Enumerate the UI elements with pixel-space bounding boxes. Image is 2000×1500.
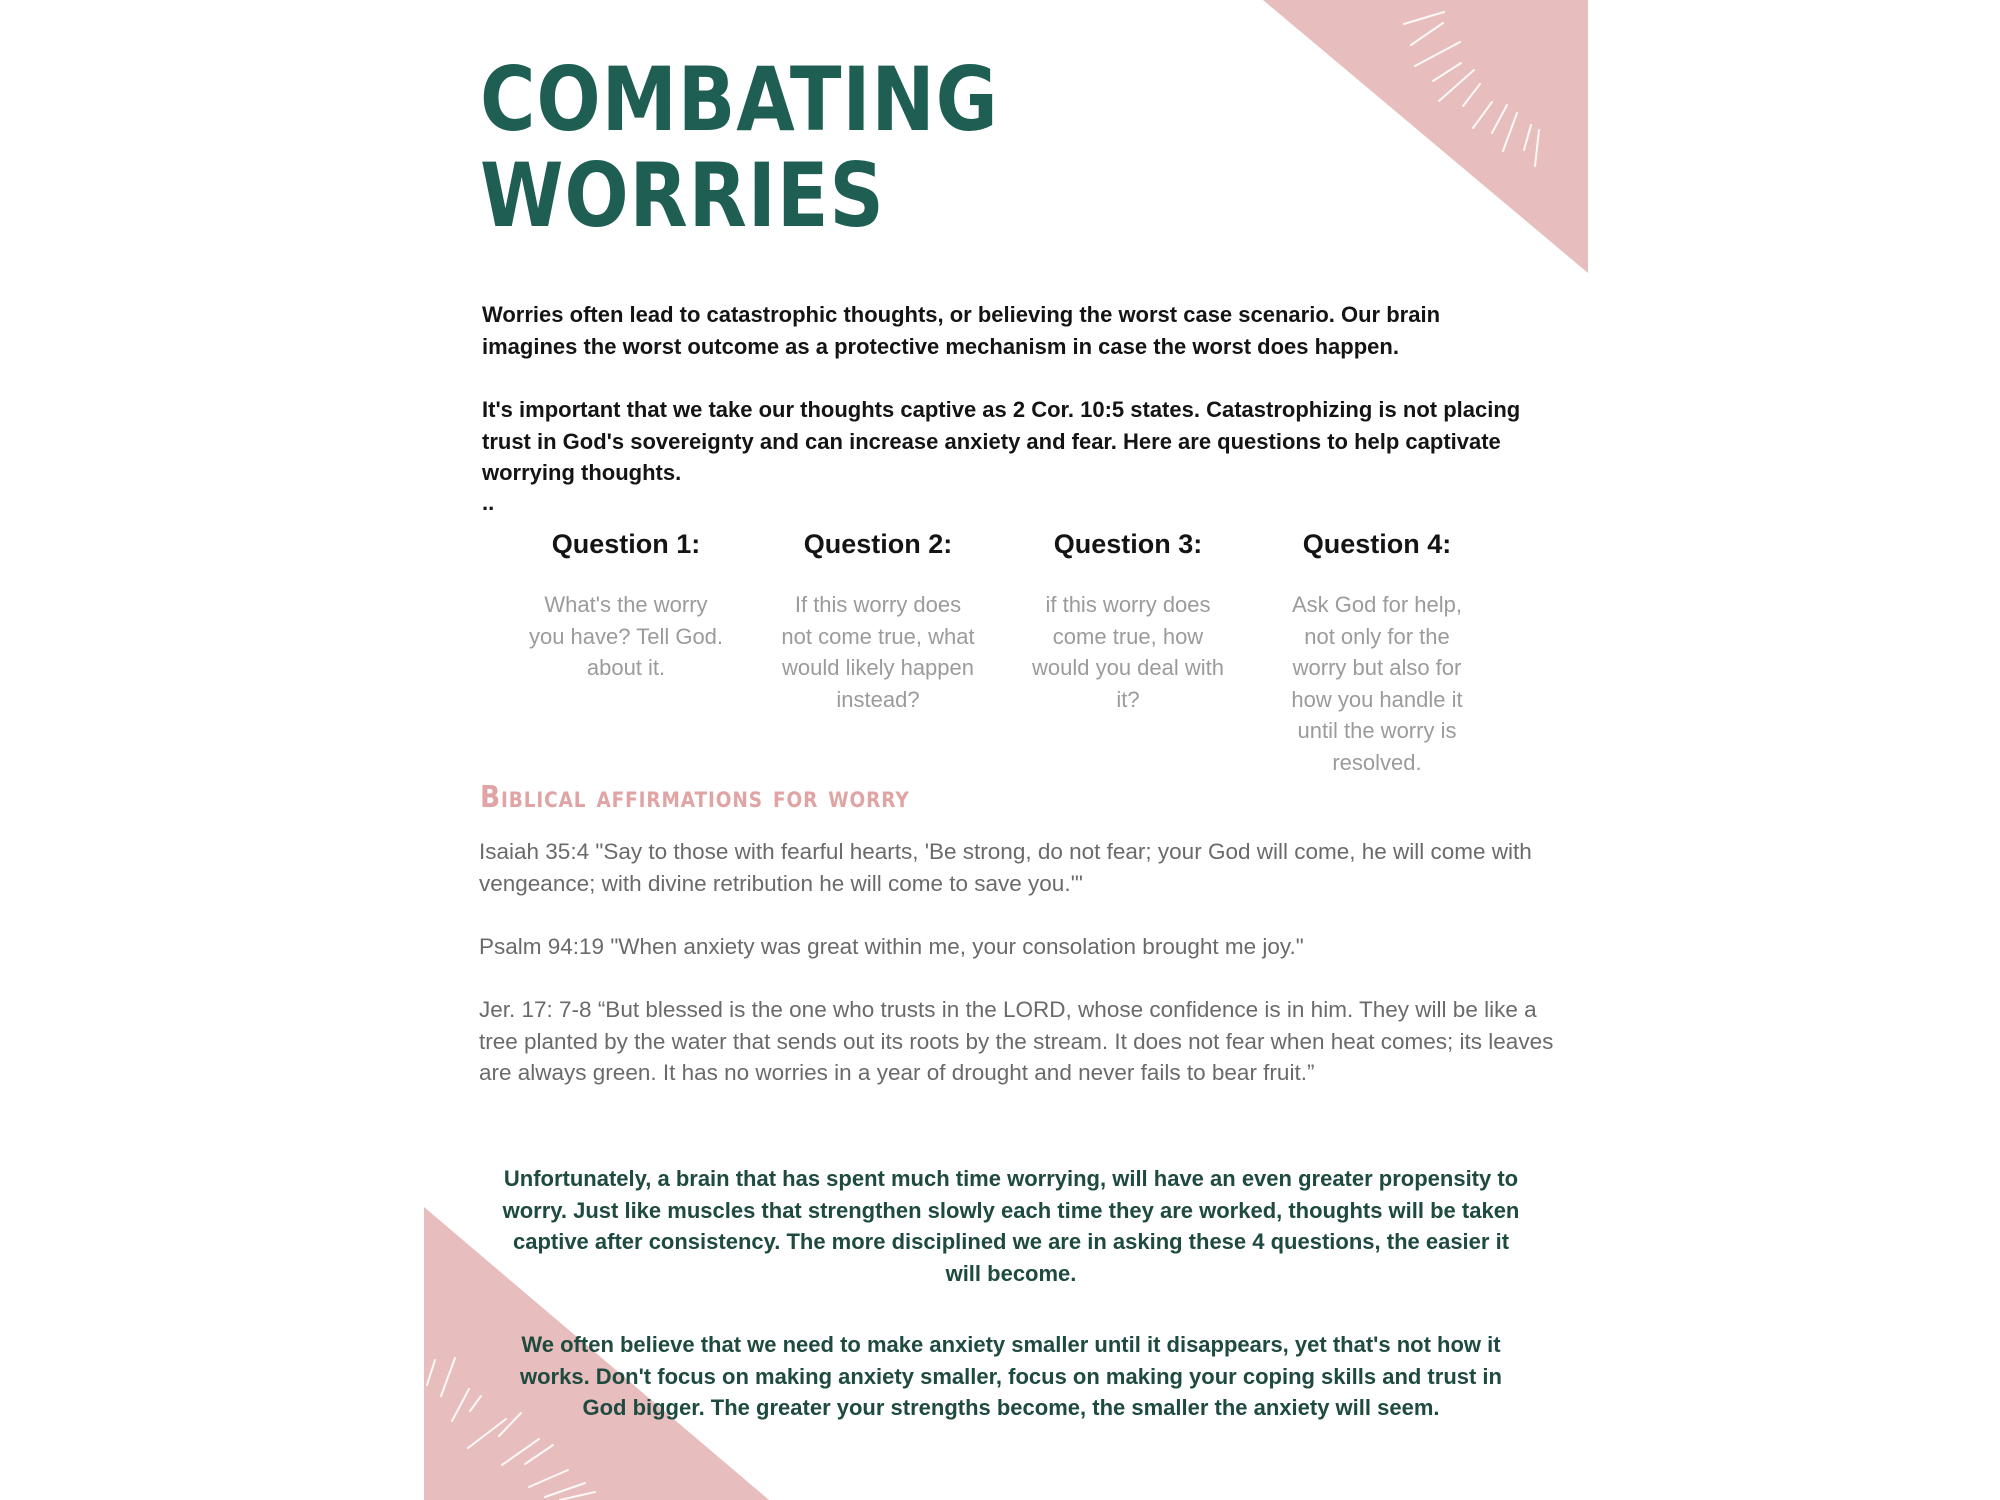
decorative-corner-triangle-top [1263, 0, 1588, 273]
question-4-text: Ask God for help, not only for the worry but also for how you handle it until the worry is resolved. [1291, 592, 1463, 775]
page-title-line-1: COMBATING [480, 48, 999, 151]
question-2-text: If this worry does not come true, what would likely happen instead? [781, 592, 975, 712]
closing-paragraph-1: Unfortunately, a brain that has spent much time worrying, will have an even greater propensity to worry. Just like muscles that strengthen slowly each time they are worked, thoughts will be taken captive after consistency. The more disciplined we are in asking these 4 questions, the easier it will become. [502, 1166, 1520, 1286]
affirmations-heading: Biblical affirmations for worry [480, 780, 910, 815]
verse-psalm: Psalm 94:19 "When anxiety was great within me, your consolation brought me joy." [479, 934, 1304, 959]
verse-isaiah: Isaiah 35:4 "Say to those with fearful hearts, 'Be strong, do not fear; your God will come, he will come with vengeance; with divine retribution he will come to save you.'" [479, 839, 1532, 896]
question-2-title: Question 2: [803, 529, 953, 559]
question-3-text: if this worry does come true, how would you deal with it? [1031, 592, 1224, 712]
separator-dots: .. [482, 490, 495, 515]
question-3-title: Question 3: [1053, 529, 1203, 559]
closing-paragraph-2: We often believe that we need to make anxiety smaller until it disappears, yet that's not how it works. Don't focus on making anxiety smaller, focus on making your coping skills and trust in God bigger. The greater your strengths become, the smaller the anxiety will seem. [520, 1332, 1502, 1420]
question-4 [1277, 526, 1477, 778]
question-1-text: What's the worry you have? Tell God. about it. [528, 592, 724, 680]
intro-paragraph-2: It's important that we take our thoughts captive as 2 Cor. 10:5 states. Catastrophizing is not placing trust in God's sovereignty and can increase anxiety and fear. Here are questions to help captivate worrying thoughts. [482, 397, 1521, 485]
verse-jeremiah: Jer. 17: 7-8 “But blessed is the one who trusts in the LORD, whose confidence is in him. They will be like a tree planted by the water that sends out its roots by the stream. It does not fear when heat comes; its leaves are always green. It has no worries in a year of drought and never fails to bear fruit.” [479, 997, 1554, 1085]
page-title [480, 48, 999, 247]
page-title-line-2: WORRIES [480, 144, 885, 247]
question-3 [1028, 526, 1228, 715]
question-1 [526, 526, 726, 684]
document-page [424, 0, 1588, 1500]
question-1-title: Question 1: [551, 529, 701, 559]
intro-paragraph-1: Worries often lead to catastrophic thoughts, or believing the worst case scenario. Our brain imagines the worst outcome as a protective mechanism in case the worst does happen. [482, 302, 1441, 359]
question-2 [778, 526, 978, 715]
question-4-title: Question 4: [1302, 529, 1452, 559]
